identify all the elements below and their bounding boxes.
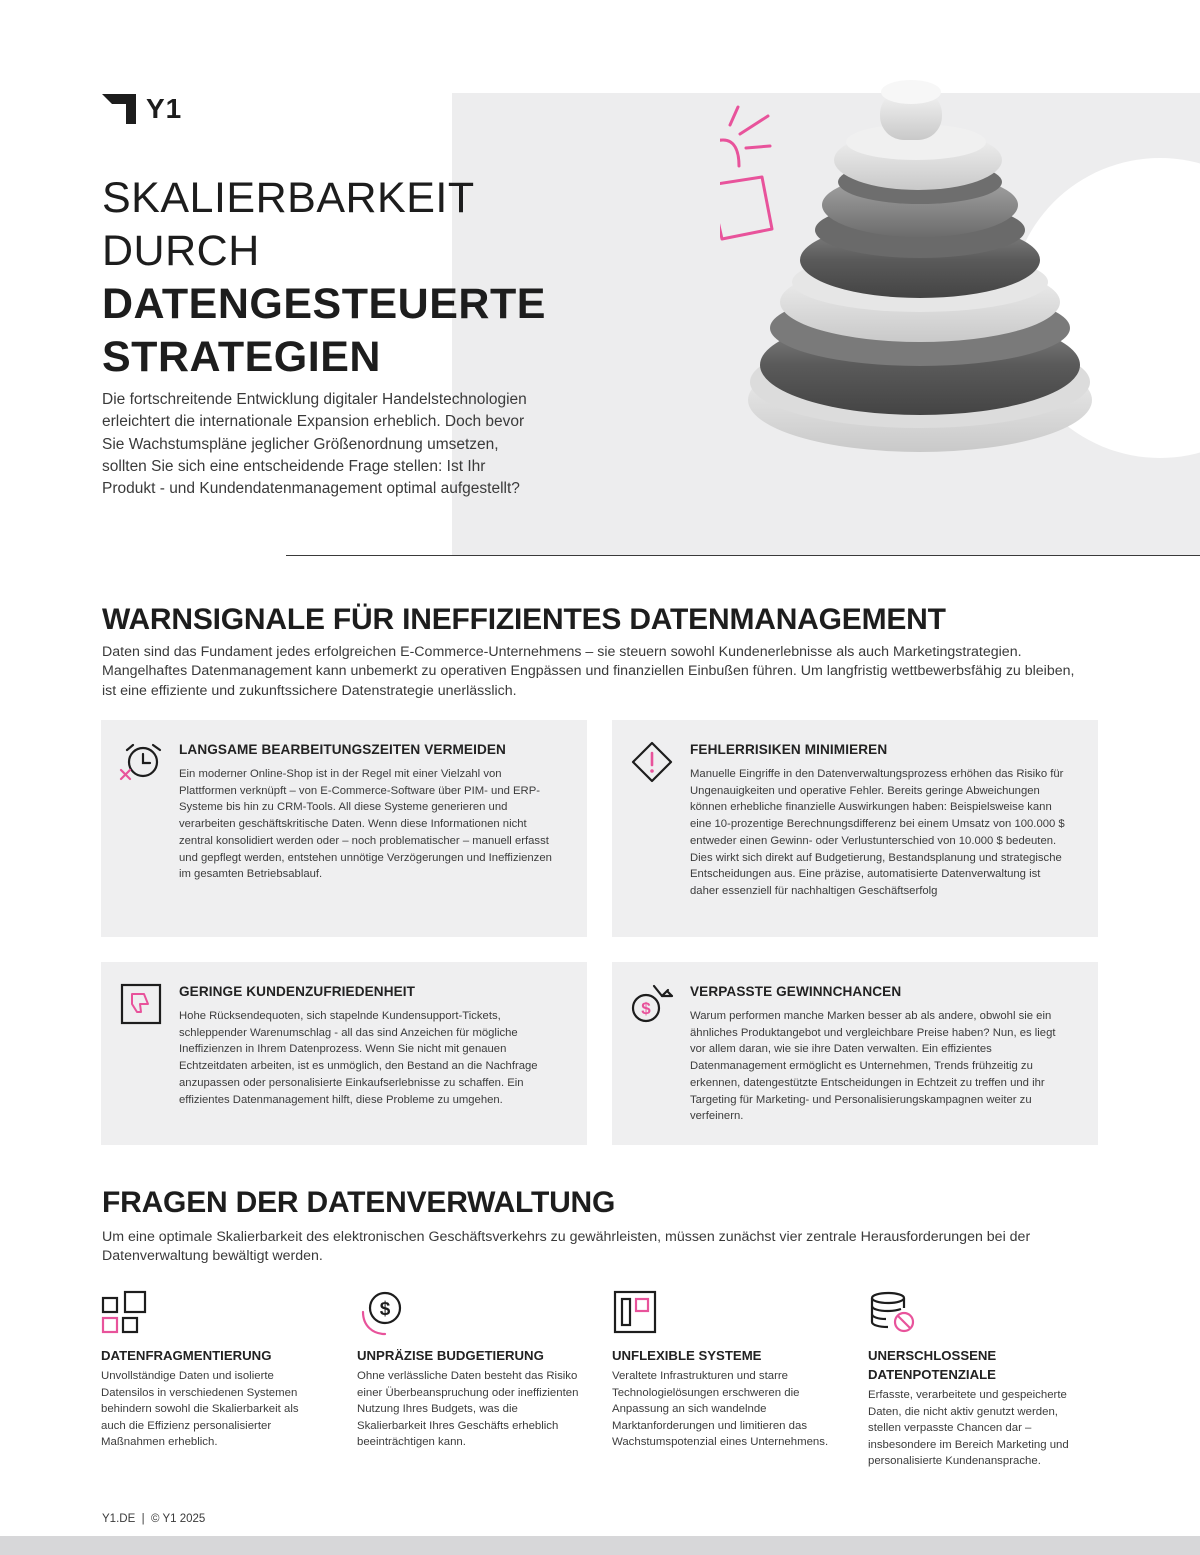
bottom-bar [0,1536,1200,1555]
rigid-layout-icon [612,1290,660,1336]
thumbs-down-icon [119,982,163,1026]
logo-mark-icon [102,94,138,124]
fragmented-blocks-icon [101,1290,149,1336]
card-text: Manuelle Eingriffe in den Datenverwaltungsprozess erhöhen das Risiko für Ungenauigkeiten und operative Fehler. Bereits geringe Abweichungen können erhebliche finanzielle Auswirkungen haben: Beispielsweise kann eine 10-prozentige Berechnungsdifferenz bei einem Umsatz von 100.000 $ entweder einen Gewinn- oder Verlustunterschied von 10.000 $ bedeuten. Dies wirkt sich direkt auf Budgetierung, Bestandsplanung und strategische Entscheidungen aus. Eine präzise, automatisierte Datenverwaltung ist daher essenziell für nachhaltigen Geschäftserfolg [690,768,1065,897]
item-text: Veraltete Infrastrukturen und starre Technologielösungen erschweren die Anpassung an sich wandelnde Marktanforderungen und limitieren das Wachstumspotenzial eines Unternehmens. [612,1370,829,1449]
item-title: DATENFRAGMENTIERUNG [101,1348,272,1363]
question-item-fragmentation [101,1290,326,1451]
logo-text: Y1 [146,93,183,124]
database-blocked-icon [868,1290,916,1336]
card-text: Hohe Rücksendequoten, sich stapelnde Kundensupport-Tickets, schleppender Warenumschlag - all das sind Anzeichen für mögliche Ineffizienzen in Ihrem Datenprozess. Wenn Sie nicht mit genauen Echtzeitdaten arbeiten, ist es unmöglich, den Bestand an die Nachfrage anzupassen oder personalisierte Einkaufserlebnisse zu schaffen. Ein effizientes Datenmanagement hilft, diese Probleme zu umgehen. [179,1010,538,1106]
title-line-4: STRATEGIEN [102,333,381,381]
title-line-3: DATENGESTEUERTE [102,280,546,328]
footer-text: Y1.DE | © Y1 2025 [102,1513,206,1525]
warning-card-missed-profits [612,962,1098,1145]
warnings-lead: Daten sind das Fundament jedes erfolgreichen E-Commerce-Unternehmens – sie steuern sowohl Kundenerlebnisse als auch Marketingstrategien. Mangelhaftes Datenmanagement kann unbemerkt zu operativen Engpässen und finanziellen Einbußen führen. Um langfristig wettbewerbsfähig zu bleiben, ist eine effiziente und zukunftssichere Datenstrategie unerlässlich. [102,644,1075,699]
question-item-untapped-data [868,1290,1093,1470]
svg-text:$: $ [641,999,651,1018]
title-line-2: DURCH [102,227,260,275]
card-title: LANGSAME BEARBEITUNGSZEITEN VERMEIDEN [179,742,506,757]
questions-lead: Um eine optimale Skalierbarkeit des elektronischen Geschäftsverkehrs zu gewährleisten, müssen zunächst vier zentrale Herausforderungen bei der Datenverwaltung bewältigt werden. [102,1229,1031,1265]
question-item-inflexible-systems [612,1290,837,1451]
brand-logo [102,94,212,126]
item-text: Unvollständige Daten und isolierte Datensilos in verschiedenen Systemen behindern sowohl die Skalierbarkeit als auch die Effizienz personalisierter Maßnahmen erheblich. [101,1370,299,1449]
alarm-clock-icon [119,740,163,784]
dollar-coin-icon [357,1290,405,1336]
item-title: UNPRÄZISE BUDGETIERUNG [357,1348,544,1363]
dollar-down-arrow-icon [630,982,674,1026]
question-item-budgeting [357,1290,582,1451]
item-title: UNFLEXIBLE SYSTEME [612,1348,762,1363]
warnings-heading: WARNSIGNALE FÜR INEFFIZIENTES DATENMANAGEMENT [102,603,946,636]
card-text: Warum performen manche Marken besser ab als andere, obwohl sie ein ähnliches Produktangebot und vergleichbare Preise haben? Nun, es liegt vor allem daran, wie sie ihre Daten verwalten. Ein effizientes Datenmanagement ermöglicht es Unternehmen, Trends frühzeitig zu erkennen, datengestützte Entscheidungen in Echtzeit zu treffen und ihr Targeting für Marketing- und Personalisierungskampagnen weiter zu verfeinern. [690,1010,1056,1123]
card-title: VERPASSTE GEWINNCHANCEN [690,984,902,999]
card-title: FEHLERRISIKEN MINIMIEREN [690,742,888,757]
item-text: Ohne verlässliche Daten besteht das Risiko einer Überbeanspruchung oder ineffizienten Nutzung Ihres Budgets, was die Skalierbarkeit Ihres Geschäfts erheblich beeinträchtigen kann. [357,1370,579,1449]
warning-card-slow-processing [101,720,587,937]
hero-divider [286,555,1200,556]
intro-paragraph: Die fortschreitende Entwicklung digitaler Handelstechnologien erleichtert die internationale Expansion erheblich. Doch bevor Sie Wachstumspläne jeglicher Größenordnung umsetzen, sollten Sie sich eine entscheidende Frage stellen: Ist Ihr Produkt - und Kundendatenmanagement optimal aufgestellt? [102,391,527,498]
warning-diamond-icon [630,740,674,784]
card-title: GERINGE KUNDENZUFRIEDENHEIT [179,984,416,999]
item-text: Erfasste, verarbeitete und gespeicherte Daten, die nicht aktiv genutzt werden, stellen verpasste Chancen dar – insbesondere im Bereich Marketing und personalisierte Kundenansprache. [868,1389,1069,1468]
item-title: UNERSCHLOSSENE DATENPOTENZIALE [868,1348,997,1382]
card-text: Ein moderner Online-Shop ist in der Regel mit einer Vielzahl von Plattformen verknüpft – von E-Commerce-Software über PIM- und ERP-Systeme bis hin zu CRM-Tools. All diese Systeme generieren und verarbeiten geschäftskritische Daten. Wenn diese Informationen nicht zentral konsolidiert werden oder – noch problematischer – manuell erfasst und gepflegt werden, entstehen unnötige Verzögerungen und Ineffizienzen im gesamten Betriebsablauf. [179,768,552,881]
warning-card-error-risk [612,720,1098,937]
title-line-1: SKALIERBARKEIT [102,174,475,222]
warning-card-customer-satisfaction [101,962,587,1145]
page-title [102,172,642,384]
stacking-rings-illustration [720,70,1100,470]
svg-text:$: $ [379,1299,391,1320]
questions-heading: FRAGEN DER DATENVERWALTUNG [102,1186,616,1219]
